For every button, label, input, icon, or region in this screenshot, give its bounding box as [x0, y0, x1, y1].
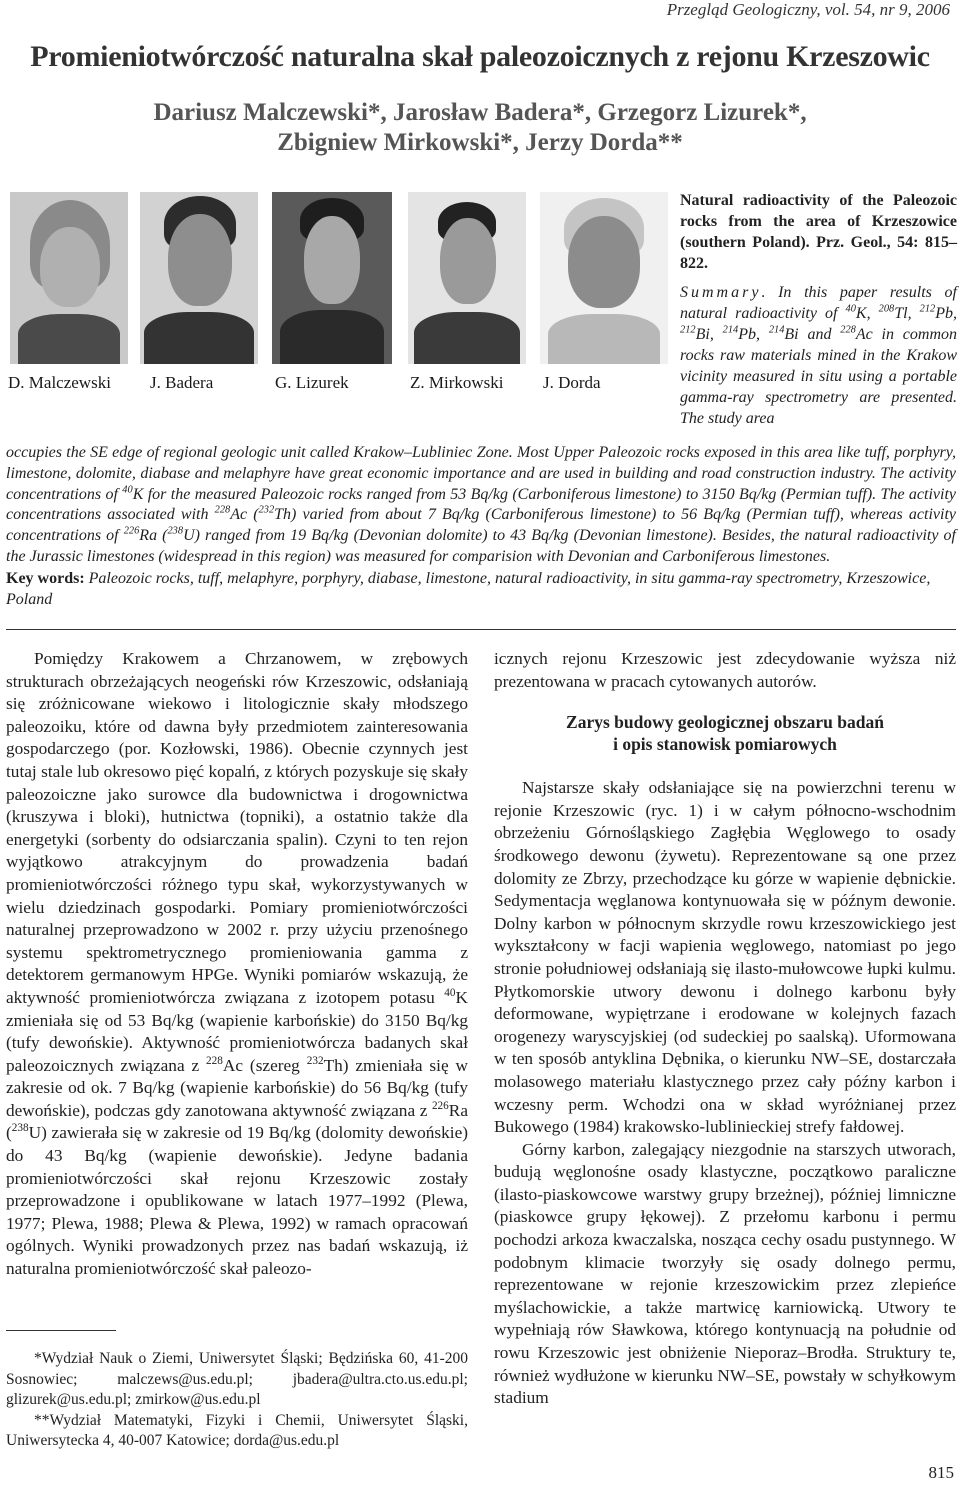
- author-photo-dorda: [540, 192, 668, 364]
- section-divider: [6, 629, 956, 630]
- keywords-label: Key words:: [6, 570, 85, 587]
- body-column-left: [6, 648, 468, 1281]
- journal-header: Przegląd Geologiczny, vol. 54, nr 9, 2006: [666, 0, 950, 19]
- summary-text-continued: occupies the SE edge of regional geologic unit called Krakow–Lubliniec Zone. Most Upper Paleozoic rocks exposed in this area like tuff, porphyry, limestone, dolomite, diabase and melaphyre have great economic importance and are used in building and road construction industry. The activity concentrations of $^{40}$K for the measured Paleozoic rocks ranged from 53 Bq/kg (Carboniferous limestone) to 3150 Bq/kg (Permian tuff). The activity concentrations associated with $^{228}$Ac ($^{232}$Th) varied from about 7 Bq/kg (Carboniferous limestone) to 56 Bq/kg (Permian tuff), whereas activity concentrations of $^{226}$Ra ($^{238}$U) ranged from 19 Bq/kg (Devonian dolomite) to 43 Bq/kg (Devonian limestone). Besides, the natural radioactivity of the Jurassic limestones (widespread in this region) was measured for comparision with Devonian and Carboniferous limestones.: [6, 444, 957, 565]
- author-line-2: Zbigniew Mirkowski*, Jerzy Dorda**: [277, 129, 683, 156]
- photo-caption-dorda: J. Dorda: [543, 373, 601, 392]
- author-list: [0, 98, 960, 158]
- geology-paragraph-2: Górny karbon, zalegający niezgodnie na starszych utworach, budują węglonośne osady klastyczne, początkowo paraliczne (ilasto-piaskowcowe warstwy grupy brzeżnej), później limniczne (piaskowce grupy łękowej). Z przełomu karbonu i permu pochodzi arkoza kwaczalska, nosząca cechy osadu pustynnego. W podobnym klimacie tworzyły się osady dolnego permu, reprezentowane w rejonie krzeszowickim przez zlepieńce myślachowickie, a także martwicę karniowicką. Utwory te wypełniają rów Sławkowa, którego kontynuacją na południe od rowu Krzeszowic jest obniżenie Nieporaz–Brodła. Struktury te, również wydłużone w kierunku NW–SE, powstały w schyłkowym stadium: [494, 1139, 956, 1408]
- photo-caption-mirkowski: Z. Mirkowski: [410, 373, 504, 392]
- summary-label: Summary: [680, 284, 762, 301]
- author-line-1: Dariusz Malczewski*, Jarosław Badera*, Grzegorz Lizurek*,: [153, 99, 807, 126]
- abstract-citation: Natural radioactivity of the Paleozoic rocks from the area of Krzeszowice (southern Poland). Prz. Geol., 54: 815–822.: [680, 192, 957, 272]
- continued-paragraph: icznych rejonu Krzeszowic jest zdecydowanie wyższa niż prezentowana w pracach cytowanych autorów.: [494, 649, 956, 691]
- keywords: [6, 568, 956, 610]
- photo-caption-lizurek: G. Lizurek: [275, 373, 349, 392]
- footnote-1: *Wydział Nauk o Ziemi, Uniwersytet Śląski; Będzińska 60, 41-200 Sosnowiec; malczews@us.edu.pl; jbadera@ultra.cto.us.edu.pl; glizurek@us.edu.pl; zmirkow@us.edu.pl: [6, 1350, 468, 1408]
- page-number: 815: [928, 1463, 954, 1482]
- body-column-right: [494, 648, 956, 1410]
- geology-paragraph-1: Najstarsze skały odsłaniające się na powierzchni terenu w rejonie Krzeszowic (ryc. 1) i w całym północno-wschodnim obrzeżeniu Górnośląskiego Zagłębia Węglowego to osady środkowego dewonu (żywetu). Reprezentowane są one przez dolomity ze Zbrzy, przechodzące ku górze w wapienie dębnickie. Sedymentacja węglanowa kontynuowała się w późnym dewonie. Dolny karbon w północnym skrzydle rowu krzeszowickiego jest wykształcony w facji wapienia węglowego, natomiast po jego stronie południowej odsłaniają się ilasto-mułowcowe łupki kulmu. Płytkomorskie utwory dewonu i dolnego karbonu były deformowane, wypiętrzane i erodowane w kolejnych fazach orogenezy waryscyjskiej (od sudeckiej po saalską). Uformowana w ten sposób antyklina Dębnika, o kierunku NW–SE, dostarczała molasowego materiału klastycznego przez cały późny karbon i wczesny perm. Wchodzi ona w skład wyróżnianej przez Bukowego (1984) krakowsko-lublinieckiej strefy fałdowej.: [494, 778, 956, 1137]
- author-photo-lizurek: [272, 192, 392, 364]
- author-photo-mirkowski: [408, 192, 526, 364]
- photo-caption-badera: J. Badera: [150, 373, 214, 392]
- keywords-text: Paleozoic rocks, tuff, melaphyre, porphyry, diabase, limestone, natural radioactivity, in situ gamma-ray spectrometry, Krzeszowice, Poland: [6, 570, 931, 608]
- summary-text-start: Summary. In this paper results of natural radioactivity of $^{40}$K, $^{208}$Tl, $^{212}$Pb, $^{212}$Bi, $^{214}$Pb, $^{214}$Bi and $^{228}$Ac in common rocks raw materials mined in the Krakow vicinity measured in situ using a portable gamma-ray spectrometry are presented. The study area: [680, 284, 958, 427]
- footnote-2: **Wydział Matematyki, Fizyki i Chemii, Uniwersytet Śląski, Uniwersytecka 4, 40-007 Katowice; dorda@us.edu.pl: [6, 1411, 468, 1449]
- article-title: Promieniotwórczość naturalna skał paleozoicznych z rejonu Krzeszowic: [30, 40, 930, 73]
- author-photo-badera: [140, 192, 258, 364]
- footnote-rule: [6, 1330, 116, 1331]
- photo-caption-malczewski: D. Malczewski: [8, 373, 111, 392]
- intro-paragraph: Pomiędzy Krakowem a Chrzanowem, w zrębowych strukturach obrzeżających neogeński rów Krzeszowic, odsłaniają się zróżnicowane wiekowo i litologicznie skały młodszego paleozoiku, które od dawna były przedmiotem zainteresowania gospodarczego (por. Kozłowski, 1986). Obecnie czynnych jest tutaj stale lub okresowo pięć kopalń, z których pozyskuje się skały paleozoiczne jako surowce dla budownictwa i drogownictwa (kruszywa i bloki), hutnictwa (topniki), a ostatnio także dla energetyki (sorbenty do odsiarczania spalin). Czyni to ten rejon wyjątkowo atrakcyjnym do prowadzenia badań promieniotwórczości różnego typu skał, wykorzystywanych w wielu dziedzinach gospodarki. Pomiary promieniotwórczości naturalnej przeprowadzono w 2002 r. przy użyciu przenośnego systemu spektrometrycznego promieniowania gamma z detektorem germanowym HPGe. Wyniki pomiarów wskazują, że aktywność promieniotwórcza związana z izotopem potasu $^{40}$K zmieniała się od 53 Bq/kg (wapienie karbońskie) do 3150 Bq/kg (tufy dewońskie). Aktywność promieniotwórcza badanych skał paleozoicznych związana z $^{228}$Ac (szereg $^{232}$Th) zmieniała się w zakresie od ok. 7 Bq/kg (wapienie karbońskie) do 56 Bq/kg (tufy dewońskie), podczas gdy zanotowana aktywność związana z $^{226}$Ra ($^{238}$U) zawierała się w zakresie od 19 Bq/kg (dolomity dewońskie) do 43 Bq/kg (wapienie dewońskie). Jedyne badania promieniotwórczości skał rejonu Krzeszowic zostały przeprowadzone i opublikowane w latach 1977–1992 (Plewa, 1977; Plewa, 1988; Plewa & Plewa, 1992) w ramach opracowań ogólnych. Wyniki prowadzonych przez nas badań wskazują, iż naturalna promieniotwórczość skał paleozo-: [6, 649, 468, 1279]
- section-heading: Zarys budowy geologicznej obszaru badań i opis stanowisk pomiarowych: [566, 712, 884, 755]
- footnotes: [6, 1349, 468, 1452]
- author-photo-malczewski: [10, 192, 128, 364]
